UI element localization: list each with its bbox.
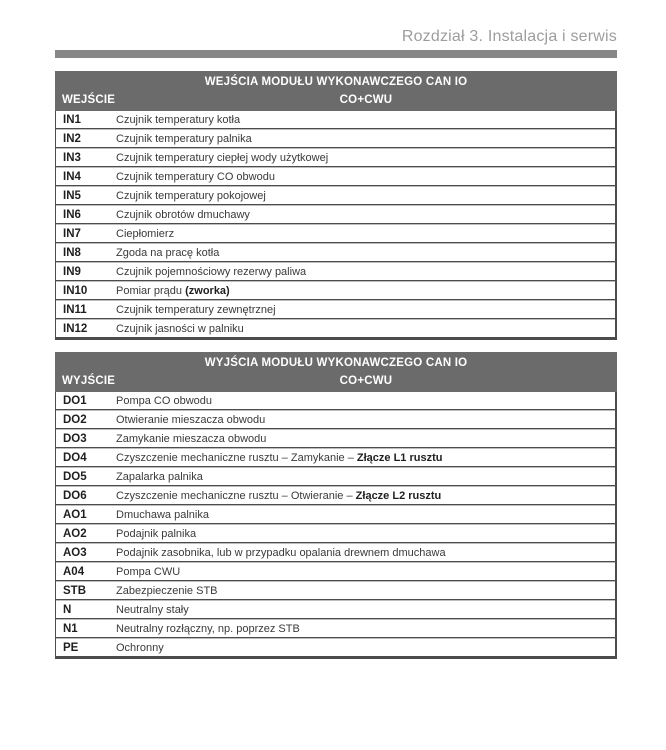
table-row [56,168,615,186]
table-row [56,111,615,129]
row-code: DO3 [63,432,87,445]
row-code: IN10 [63,284,88,297]
table-row [56,282,615,300]
table-row [56,392,615,410]
row-description: Pomiar prądu (zworka) [116,284,230,297]
row-description: Czujnik jasności w palniku [116,322,244,335]
row-code: IN8 [63,246,81,259]
table-row [56,430,615,448]
inputs-col-header-key: WEJŚCIE [62,94,116,106]
row-code: IN2 [63,132,81,145]
row-description: Dmuchawa palnika [116,508,209,521]
row-code: AO1 [63,508,87,521]
table-row [56,411,615,429]
row-code: IN4 [63,170,81,183]
outputs-col-header-value: CO+CWU [339,375,393,387]
row-description: Czujnik temperatury kotła [116,113,241,126]
row-code: IN6 [63,208,81,221]
row-code: A04 [63,565,85,578]
row-description: Zamykanie mieszacza obwodu [116,432,267,445]
row-description: Czujnik temperatury palnika [116,132,252,145]
table-row [56,187,615,205]
row-description: Zabezpieczenie STB [116,584,218,597]
table-row [56,639,615,657]
outputs-col-header-key: WYJŚCIE [62,375,116,387]
row-description-emphasis: Złącze L1 rusztu [356,451,443,464]
row-description: Ciepłomierz [116,227,175,240]
table-row [56,263,615,281]
table-row [56,301,615,319]
table-row [56,506,615,524]
table-row [56,487,615,505]
row-description: Czyszczenie mechaniczne rusztu – Zamykanie – Złącze L1 rusztu [116,451,443,464]
outputs-table-body [55,392,617,659]
row-code: DO5 [63,470,87,483]
row-code: STB [63,584,86,597]
table-row [56,206,615,224]
row-code: IN3 [63,151,81,164]
table-row [56,582,615,600]
row-description: Ochronny [116,641,164,654]
outputs-table-head [55,352,617,392]
row-code: IN1 [63,113,81,126]
table-row [56,130,615,148]
table-row [56,563,615,581]
table-row [56,149,615,167]
chapter-header: Rozdział 3. Instalacja i serwis [401,28,617,45]
row-code: PE [63,641,79,654]
row-code: DO6 [63,489,87,502]
row-code: IN12 [63,322,88,335]
row-code: N1 [63,622,78,635]
table-row [56,225,615,243]
table-row [56,320,615,338]
row-description: Czujnik temperatury zewnętrznej [116,303,276,316]
row-code: AO2 [63,527,87,540]
inputs-col-header-value: CO+CWU [339,94,393,106]
row-description-emphasis: Złącze L2 rusztu [355,489,442,502]
row-code: IN5 [63,189,81,202]
row-description: Czujnik obrotów dmuchawy [116,208,250,221]
row-code: DO1 [63,394,87,407]
row-description: Neutralny rozłączny, np. poprzez STB [116,622,300,635]
table-row [56,620,615,638]
row-description: Zapalarka palnika [116,470,203,483]
table-row [56,244,615,262]
row-description: Czujnik temperatury CO obwodu [116,170,275,183]
row-description: Neutralny stały [116,603,189,616]
table-row [56,601,615,619]
row-description: Czujnik pojemnościowy rezerwy paliwa [116,265,307,278]
table-row [56,468,615,486]
row-description: Podajnik zasobnika, lub w przypadku opalania drewnem dmuchawa [116,546,446,559]
inputs-table [55,71,617,340]
row-description: Czujnik temperatury ciepłej wody użytkowej [116,151,329,164]
table-row [56,544,615,562]
outputs-table [55,352,617,659]
row-code: DO4 [63,451,87,464]
row-code: IN7 [63,227,81,240]
row-description: Podajnik palnika [116,527,197,540]
row-description-emphasis: (zworka) [185,284,230,297]
inputs-table-head [55,71,617,111]
row-description: Pompa CWU [116,565,181,578]
row-description: Pompa CO obwodu [116,394,212,407]
row-description: Czujnik temperatury pokojowej [116,189,266,202]
row-code: IN9 [63,265,81,278]
inputs-table-column-headers [55,91,617,111]
row-code: DO2 [63,413,87,426]
page-content [55,0,617,659]
inputs-table-body [55,111,617,340]
header-rule [55,50,617,58]
outputs-table-title: WYJŚCIA MODUŁU WYKONAWCZEGO CAN IO [204,357,468,369]
row-description: Czyszczenie mechaniczne rusztu – Otwieranie – Złącze L2 rusztu [116,489,442,502]
outputs-table-column-headers [55,372,617,392]
row-code: AO3 [63,546,87,559]
table-row [56,525,615,543]
row-code: IN11 [63,303,87,316]
row-code: N [63,603,72,616]
table-row [56,449,615,467]
row-description: Otwieranie mieszacza obwodu [116,413,266,426]
row-description: Zgoda na pracę kotła [116,246,220,259]
inputs-table-title: WEJŚCIA MODUŁU WYKONAWCZEGO CAN IO [204,76,468,88]
